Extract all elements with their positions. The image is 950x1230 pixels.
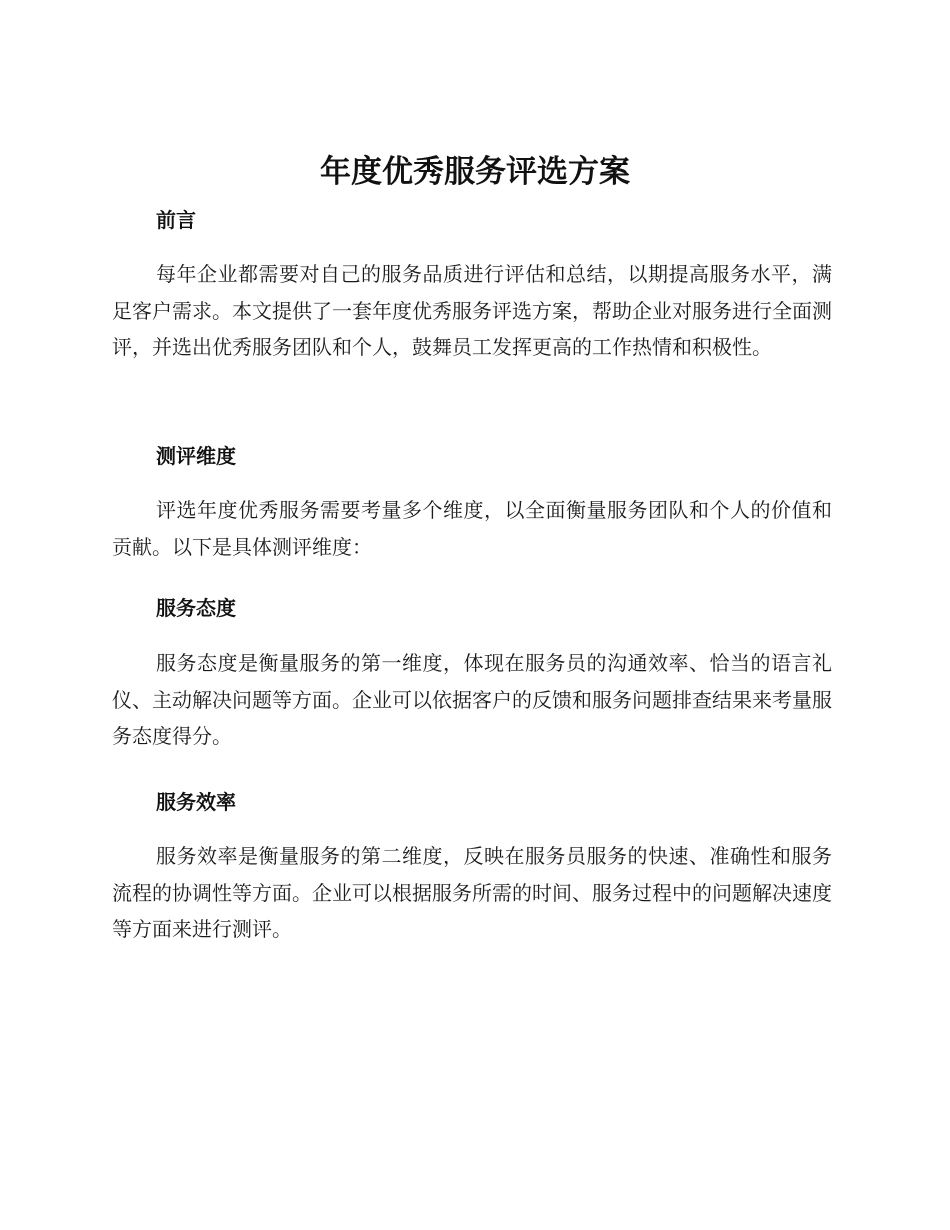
section-heading-service-attitude: 服务态度 <box>156 596 236 620</box>
section-heading-service-efficiency: 服务效率 <box>156 790 236 814</box>
section-paragraph-evaluation-dimensions: 评选年度优秀服务需要考量多个维度，以全面衡量服务团队和个人的价值和贡献。以下是具体测评维度： <box>112 498 832 559</box>
page-title: 年度优秀服务评选方案 <box>320 154 630 190</box>
section-heading-evaluation-dimensions: 测评维度 <box>156 444 236 468</box>
section-paragraph-service-efficiency: 服务效率是衡量服务的第二维度，反映在服务员服务的快速、准确性和服务流程的协调性等方面。企业可以根据服务所需的时间、服务过程中的问题解决速度等方面来进行测评。 <box>112 844 832 941</box>
section-paragraph-preface: 每年企业都需要对自己的服务品质进行评估和总结，以期提高服务水平，满足客户需求。本文提供了一套年度优秀服务评选方案，帮助企业对服务进行全面测评，并选出优秀服务团队和个人，鼓舞员工发挥更高的工作热情和积极性。 <box>112 262 832 359</box>
section-paragraph-service-attitude: 服务态度是衡量服务的第一维度，体现在服务员的沟通效率、恰当的语言礼仪、主动解决问题等方面。企业可以依据客户的反馈和服务问题排查结果来考量服务态度得分。 <box>112 651 832 748</box>
section-heading-preface: 前言 <box>156 208 196 232</box>
